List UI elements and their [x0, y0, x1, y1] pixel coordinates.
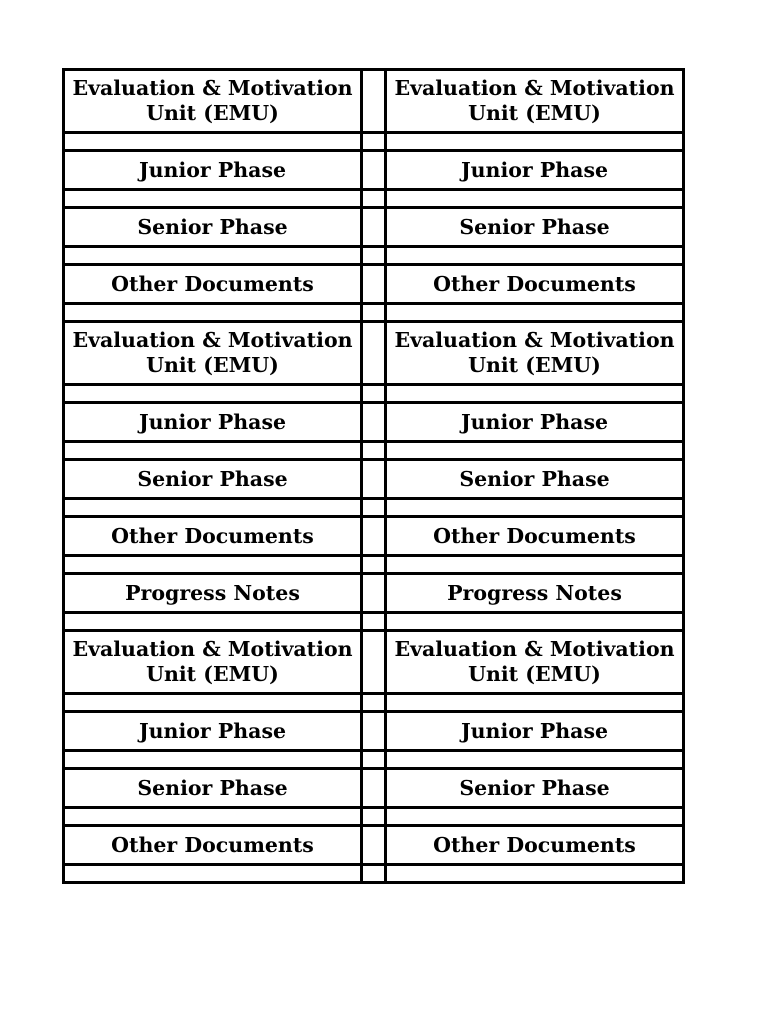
spacer-row: [64, 556, 684, 574]
spacer-cell: [64, 247, 362, 265]
label-right-emu: Evaluation & Motivation Unit (EMU): [386, 631, 684, 694]
label-row-other: [64, 517, 684, 556]
label-gap-cell: [362, 574, 386, 613]
spacer-cell: [64, 694, 362, 712]
label-left-senior: Senior Phase: [64, 769, 362, 808]
spacer-cell: [362, 751, 386, 769]
label-gap-cell: [362, 460, 386, 499]
spacer-cell: [64, 751, 362, 769]
spacer-cell: [64, 808, 362, 826]
spacer-cell: [386, 751, 684, 769]
spacer-cell: [362, 499, 386, 517]
spacer-row: [64, 808, 684, 826]
label-row-senior: [64, 208, 684, 247]
label-right-senior: Senior Phase: [386, 460, 684, 499]
label-right-progress: Progress Notes: [386, 574, 684, 613]
label-row-emu: [64, 70, 684, 133]
label-right-senior: Senior Phase: [386, 769, 684, 808]
label-sheet-table: [62, 68, 685, 884]
label-left-junior: Junior Phase: [64, 403, 362, 442]
spacer-row: [64, 613, 684, 631]
spacer-row: [64, 190, 684, 208]
spacer-cell: [386, 385, 684, 403]
spacer-cell: [362, 613, 386, 631]
spacer-row: [64, 865, 684, 883]
label-row-emu: [64, 322, 684, 385]
label-gap-cell: [362, 403, 386, 442]
label-left-progress: Progress Notes: [64, 574, 362, 613]
spacer-cell: [386, 865, 684, 883]
spacer-cell: [64, 442, 362, 460]
label-sheet-body: [64, 70, 684, 883]
label-gap-cell: [362, 826, 386, 865]
label-left-other: Other Documents: [64, 826, 362, 865]
spacer-cell: [64, 499, 362, 517]
spacer-cell: [386, 694, 684, 712]
spacer-cell: [386, 190, 684, 208]
label-left-junior: Junior Phase: [64, 712, 362, 751]
spacer-row: [64, 385, 684, 403]
spacer-cell: [362, 694, 386, 712]
label-row-junior: [64, 151, 684, 190]
spacer-cell: [64, 133, 362, 151]
spacer-cell: [362, 442, 386, 460]
label-right-other: Other Documents: [386, 826, 684, 865]
label-left-emu: Evaluation & Motivation Unit (EMU): [64, 631, 362, 694]
label-gap-cell: [362, 631, 386, 694]
spacer-cell: [386, 442, 684, 460]
spacer-cell: [362, 808, 386, 826]
label-right-junior: Junior Phase: [386, 151, 684, 190]
label-row-senior: [64, 460, 684, 499]
spacer-cell: [362, 385, 386, 403]
spacer-cell: [386, 304, 684, 322]
label-row-progress: [64, 574, 684, 613]
label-left-other: Other Documents: [64, 265, 362, 304]
label-gap-cell: [362, 151, 386, 190]
label-gap-cell: [362, 712, 386, 751]
spacer-cell: [362, 556, 386, 574]
label-right-emu: Evaluation & Motivation Unit (EMU): [386, 322, 684, 385]
spacer-cell: [362, 247, 386, 265]
spacer-cell: [64, 385, 362, 403]
spacer-cell: [362, 865, 386, 883]
spacer-cell: [386, 499, 684, 517]
spacer-cell: [64, 865, 362, 883]
spacer-cell: [64, 613, 362, 631]
label-right-junior: Junior Phase: [386, 403, 684, 442]
label-left-junior: Junior Phase: [64, 151, 362, 190]
spacer-cell: [362, 190, 386, 208]
label-right-other: Other Documents: [386, 517, 684, 556]
spacer-row: [64, 304, 684, 322]
spacer-cell: [64, 304, 362, 322]
label-row-senior: [64, 769, 684, 808]
label-left-other: Other Documents: [64, 517, 362, 556]
spacer-cell: [362, 133, 386, 151]
label-left-senior: Senior Phase: [64, 460, 362, 499]
spacer-cell: [362, 304, 386, 322]
label-gap-cell: [362, 769, 386, 808]
spacer-cell: [386, 247, 684, 265]
spacer-cell: [386, 808, 684, 826]
label-row-emu: [64, 631, 684, 694]
spacer-cell: [386, 133, 684, 151]
spacer-cell: [386, 556, 684, 574]
label-gap-cell: [362, 208, 386, 247]
spacer-row: [64, 442, 684, 460]
spacer-cell: [64, 556, 362, 574]
label-left-emu: Evaluation & Motivation Unit (EMU): [64, 70, 362, 133]
spacer-row: [64, 751, 684, 769]
label-gap-cell: [362, 517, 386, 556]
spacer-cell: [386, 613, 684, 631]
label-right-other: Other Documents: [386, 265, 684, 304]
label-gap-cell: [362, 70, 386, 133]
spacer-row: [64, 247, 684, 265]
spacer-row: [64, 694, 684, 712]
label-right-junior: Junior Phase: [386, 712, 684, 751]
label-row-junior: [64, 712, 684, 751]
label-left-emu: Evaluation & Motivation Unit (EMU): [64, 322, 362, 385]
spacer-cell: [64, 190, 362, 208]
label-row-other: [64, 826, 684, 865]
spacer-row: [64, 499, 684, 517]
label-row-other: [64, 265, 684, 304]
label-right-emu: Evaluation & Motivation Unit (EMU): [386, 70, 684, 133]
label-left-senior: Senior Phase: [64, 208, 362, 247]
label-right-senior: Senior Phase: [386, 208, 684, 247]
label-gap-cell: [362, 322, 386, 385]
spacer-row: [64, 133, 684, 151]
label-gap-cell: [362, 265, 386, 304]
label-row-junior: [64, 403, 684, 442]
